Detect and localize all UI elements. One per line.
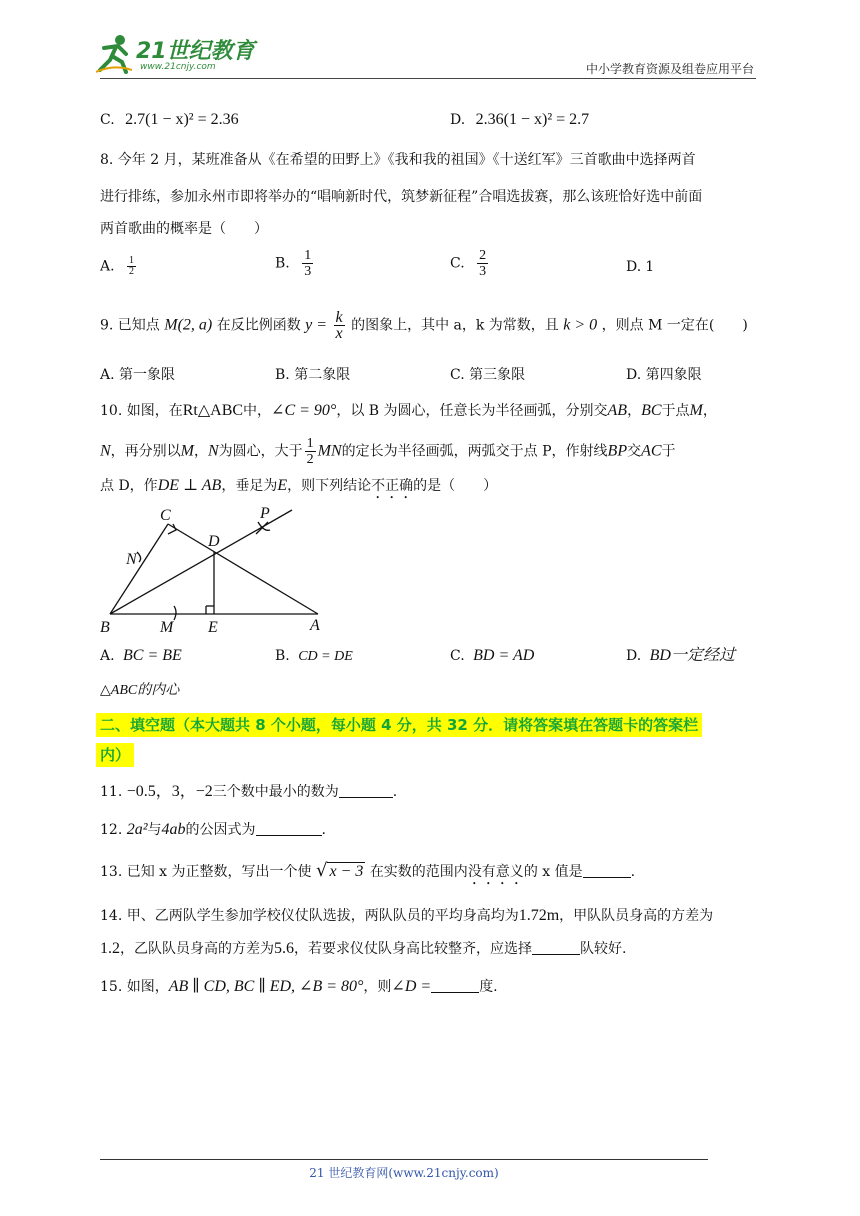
q14-line-2: 1.2，乙队队员身高的方差为5.6，若要求仪仗队身高比较整齐，应选择 队较好.	[100, 940, 627, 957]
logo-url: www.21cnjy.com	[140, 62, 216, 72]
q10-line-1: 10. 如图，在Rt△ABC中，∠C = 90°，以 B 为圆心，任意长为半径画弧，分别交AB，BC于点M，	[100, 402, 717, 419]
q7-option-c-expr: 2.7(1 − x)² = 2.36	[125, 111, 239, 128]
q13-emphasis: 没有意义	[467, 864, 524, 880]
fig-label-c: C	[160, 507, 171, 524]
q10-option-b: B. CD = DE	[275, 648, 353, 664]
q9-option-b: B. 第二象限	[275, 367, 351, 383]
q8-line-1: 8. 今年 2 月，某班准备从《在希望的田野上》《我和我的祖国》《十送红军》三首歌曲中选择两首	[100, 152, 696, 168]
q13-answer-blank[interactable]	[583, 863, 631, 878]
q12-answer-blank[interactable]	[256, 821, 322, 836]
footer-text: 21 世纪教育网(www.21cnjy.com)	[309, 1166, 499, 1180]
fig-label-b: B	[100, 619, 110, 636]
q10-option-d: D. BD一定经过	[626, 647, 735, 664]
fig-label-m: M	[160, 619, 174, 636]
q14-line-1: 14. 甲、乙两队学生参加学校仪仗队选拔，两队队员的平均身高均为1.72m，甲队队员身高的方差为	[100, 907, 714, 924]
q12: 12. 2a²与4ab的公因式为 .	[100, 821, 326, 838]
fig-label-e: E	[208, 619, 218, 636]
runner-logo-icon	[96, 34, 132, 74]
footer-rule	[100, 1159, 708, 1160]
fig-label-n: N	[126, 551, 137, 568]
q8-line-2: 进行排练，参加永州市即将举办的“唱响新时代，筑梦新征程”合唱选拔赛，那么该班恰好选中前面	[100, 189, 703, 205]
q10-option-a: A. BC = BE	[100, 647, 182, 664]
q9-point: M(2, a)	[164, 316, 213, 334]
q8-option-b: B. $\frac{1}{3}$	[275, 248, 312, 279]
q7-option-d-expr: 2.36(1 − x)² = 2.7	[475, 111, 590, 128]
q10-emphasis: 不正确	[371, 478, 414, 494]
header-rule	[100, 78, 756, 79]
sqrt-icon: √	[315, 860, 328, 881]
q9-option-a: A. 第一象限	[100, 367, 176, 383]
q10-line-2: N，再分别以M，N为圆心，大于 $\frac{1}{2}$ MN的定长为半径画弧，两弧交于点 P，作射线BP交AC于	[100, 436, 676, 467]
q9-option-d: D. 第四象限	[626, 367, 702, 383]
q7-option-c: C. 2.7(1 − x)² = 2.36	[100, 111, 239, 128]
q11: 11. −0.5，3，−2三个数中最小的数为 .	[100, 783, 398, 800]
q13: 13. 已知 x 为正整数，写出一个使 √ x − 3 在实数的范围内没有意义的 x 值是 .	[100, 860, 636, 881]
fig-label-d: D	[208, 533, 220, 550]
q8-option-d: D. 1	[626, 259, 655, 275]
q9-option-c: C. 第三象限	[450, 367, 526, 383]
platform-title: 中小学教育资源及组卷应用平台	[585, 62, 754, 76]
header-logo	[96, 34, 266, 76]
section-2-line-1: 二、填空题（本大题共 8 个小题，每小题 4 分，共 32 分．请将答案填在答题卡的答案栏	[96, 713, 702, 737]
fig-label-p: P	[260, 505, 270, 522]
q11-answer-blank[interactable]	[339, 783, 393, 798]
logo-text: 21世纪教育	[136, 39, 255, 64]
q10-option-c: C. BD = AD	[450, 647, 535, 664]
fig-label-a: A	[310, 617, 320, 634]
q14-answer-blank[interactable]	[532, 940, 580, 955]
q8-line-3: 两首歌曲的概率是（ ）	[100, 221, 268, 237]
section-2-line-2: 内）	[96, 743, 134, 767]
q8-option-a: A. $\frac{1}{2}$	[100, 255, 135, 277]
q10-option-d-cont: △ABC的内心	[100, 683, 180, 698]
q7-option-d: D. 2.36(1 − x)² = 2.7	[450, 111, 590, 128]
section-2-heading	[96, 710, 766, 770]
q10-line-3: 点 D，作DE ⊥ AB，垂足为E，则下列结论不正确的是（ ）	[100, 477, 498, 494]
q10-figure	[96, 502, 326, 642]
q9-stem: 9. 已知点 M(2, a) 在反比例函数 y = $\frac{k}{x}$ 的图象上，其中 a，k 为常数，且 k > 0 ，则点 M 一定在( )	[100, 309, 748, 342]
q8-option-c: C. $\frac{2}{3}$	[450, 248, 487, 279]
q15-answer-blank[interactable]	[431, 978, 479, 993]
q15: 15. 如图，AB ∥ CD, BC ∥ ED, ∠B = 80°，则∠D = 度.	[100, 978, 498, 995]
